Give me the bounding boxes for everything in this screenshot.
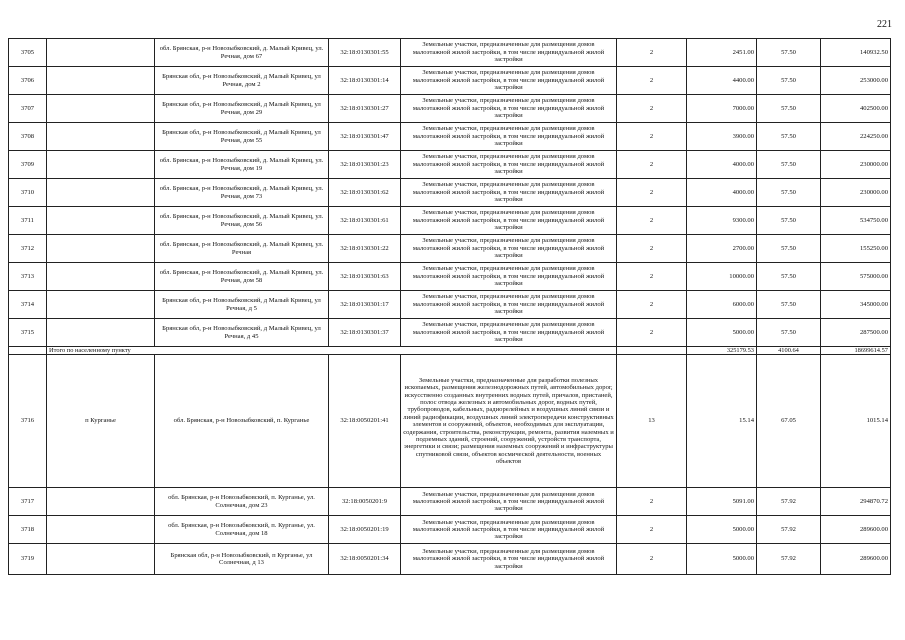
cadastral-number: 32:18:0130301:47 [329, 123, 401, 151]
row-number: 3719 [9, 544, 47, 575]
area-cell: 4000.00 [687, 179, 757, 207]
area-cell: 3900.00 [687, 123, 757, 151]
address-cell: обл. Брянская, р-н Новозыбковский, д. Малый Кривец, ул. Речная, дом 19 [155, 151, 329, 179]
table-row [9, 67, 891, 95]
value-cell: 289600.00 [821, 516, 891, 544]
rows-group-maly-krivets [9, 39, 891, 347]
area-cell: 15.14 [687, 355, 757, 488]
address-cell: Брянская обл, р-н Новозыбковский, д Малый Кривец, ул Речная, д 5 [155, 291, 329, 319]
cadastral-number: 32:18:0130301:62 [329, 179, 401, 207]
locality-name [47, 291, 155, 319]
cadastral-number: 32:18:0130301:22 [329, 235, 401, 263]
land-purpose: Земельные участки, предназначенные для размещения домов малоэтажной жилой застройки, в том числе индивидуальной жилой застройки [401, 235, 617, 263]
value-cell: 402500.00 [821, 95, 891, 123]
rate-cell: 57.50 [757, 67, 821, 95]
rate-cell: 57.50 [757, 179, 821, 207]
address-cell: обл. Брянская, р-н Новозыбковский, д. Малый Кривец, ул. Речная, дом 58 [155, 263, 329, 291]
cadastral-number: 32:18:0050201:34 [329, 544, 401, 575]
area-cell: 4400.00 [687, 67, 757, 95]
table-row [9, 544, 891, 575]
value-cell: 253000.00 [821, 67, 891, 95]
area-cell: 5000.00 [687, 319, 757, 347]
row-number: 3711 [9, 207, 47, 235]
table-row [9, 39, 891, 67]
locality-name [47, 151, 155, 179]
value-cell: 287500.00 [821, 319, 891, 347]
row-number: 3714 [9, 291, 47, 319]
land-registry-table [8, 38, 891, 575]
value-cell: 230000.00 [821, 151, 891, 179]
value-cell: 140932.50 [821, 39, 891, 67]
value-cell: 294870.72 [821, 488, 891, 516]
category-cell: 2 [617, 319, 687, 347]
locality-name [47, 95, 155, 123]
address-cell: обл. Брянская, р-н Новозыбковский, д. Малый Кривец, ул. Речная, дом 73 [155, 179, 329, 207]
locality-name [47, 67, 155, 95]
locality-name [47, 319, 155, 347]
value-cell: 289600.00 [821, 544, 891, 575]
table-row [9, 355, 891, 488]
total-category-cell [617, 347, 687, 355]
rate-cell: 57.50 [757, 95, 821, 123]
row-number: 3710 [9, 179, 47, 207]
rate-cell: 57.50 [757, 319, 821, 347]
category-cell: 2 [617, 235, 687, 263]
land-purpose: Земельные участки, предназначенные для размещения домов малоэтажной жилой застройки, в том числе индивидуальной жилой застройки [401, 263, 617, 291]
locality-name [47, 207, 155, 235]
row-number: 3709 [9, 151, 47, 179]
land-purpose: Земельные участки, предназначенные для размещения домов малоэтажной жилой застройки, в том числе индивидуальной жилой застройки [401, 544, 617, 575]
land-purpose: Земельные участки, предназначенные для размещения домов малоэтажной жилой застройки, в том числе индивидуальной жилой застройки [401, 123, 617, 151]
page-number: 221 [877, 19, 892, 30]
table-row [9, 516, 891, 544]
area-cell: 10000.00 [687, 263, 757, 291]
address-cell: обл. Брянская, р-н Новозыбковский, д. Малый Кривец, ул. Речная [155, 235, 329, 263]
rows-group-kurganye-rest [9, 488, 891, 575]
table-row [9, 319, 891, 347]
value-cell: 575000.00 [821, 263, 891, 291]
address-cell: обл. Брянская, р-н Новозыбковский, п. Курганье, ул. Солнечная, дом 23 [155, 488, 329, 516]
rate-cell: 57.50 [757, 39, 821, 67]
table-row [9, 235, 891, 263]
locality-name [47, 179, 155, 207]
category-cell: 2 [617, 488, 687, 516]
table-row [9, 488, 891, 516]
land-purpose: Земельные участки, предназначенные для размещения домов малоэтажной жилой застройки, в том числе индивидуальной жилой застройки [401, 179, 617, 207]
cadastral-number: 32:18:0130301:37 [329, 319, 401, 347]
address-cell: обл. Брянская, р-н Новозыбковский, п. Курганье, ул. Солнечная, дом 18 [155, 516, 329, 544]
land-purpose: Земельные участки, предназначенные для размещения домов малоэтажной жилой застройки, в том числе индивидуальной жилой застройки [401, 488, 617, 516]
area-cell: 2451.00 [687, 39, 757, 67]
category-cell: 2 [617, 123, 687, 151]
table-row [9, 207, 891, 235]
total-area: 325179.53 [687, 347, 757, 355]
locality-name [47, 544, 155, 575]
address-cell: обл. Брянская, р-н Новозыбковский, п. Курганье [155, 355, 329, 488]
land-purpose: Земельные участки, предназначенные для размещения домов малоэтажной жилой застройки, в том числе индивидуальной жилой застройки [401, 151, 617, 179]
row-number: 3706 [9, 67, 47, 95]
category-cell: 2 [617, 39, 687, 67]
cadastral-number: 32:18:0130301:63 [329, 263, 401, 291]
area-cell: 5000.00 [687, 516, 757, 544]
address-cell: Брянская обл, р-н Новозыбковский, п Курганье, ул Солнечная, д 13 [155, 544, 329, 575]
locality-name [47, 516, 155, 544]
total-group [9, 347, 891, 355]
row-number: 3718 [9, 516, 47, 544]
total-value: 18699614.57 [821, 347, 891, 355]
table-row [9, 123, 891, 151]
land-purpose: Земельные участки, предназначенные для размещения домов малоэтажной жилой застройки, в том числе индивидуальной жилой застройки [401, 95, 617, 123]
category-cell: 2 [617, 179, 687, 207]
rate-cell: 57.50 [757, 291, 821, 319]
total-rate: 4100.64 [757, 347, 821, 355]
area-cell: 2700.00 [687, 235, 757, 263]
rate-cell: 57.50 [757, 123, 821, 151]
locality-name [47, 39, 155, 67]
rate-cell: 57.50 [757, 207, 821, 235]
row-number: 3705 [9, 39, 47, 67]
cadastral-number: 32:18:0050201:41 [329, 355, 401, 488]
value-cell: 1015.14 [821, 355, 891, 488]
address-cell: Брянская обл, р-н Новозыбковский, д Малый Кривец, ул Речная, д 45 [155, 319, 329, 347]
value-cell: 345000.00 [821, 291, 891, 319]
total-row [9, 347, 891, 355]
area-cell: 7000.00 [687, 95, 757, 123]
rate-cell: 57.50 [757, 263, 821, 291]
row-number: 3716 [9, 355, 47, 488]
category-cell: 2 [617, 516, 687, 544]
table-row [9, 179, 891, 207]
cadastral-number: 32:18:0130301:55 [329, 39, 401, 67]
address-cell: Брянская обл, р-н Новозыбковский, д Малый Кривец, ул Речная, дом 2 [155, 67, 329, 95]
cadastral-number: 32:18:0130301:61 [329, 207, 401, 235]
area-cell: 6000.00 [687, 291, 757, 319]
table-row [9, 263, 891, 291]
area-cell: 5000.00 [687, 544, 757, 575]
category-cell: 2 [617, 291, 687, 319]
rate-cell: 57.92 [757, 516, 821, 544]
rate-cell: 57.92 [757, 488, 821, 516]
address-cell: Брянская обл, р-н Новозыбковский, д Малый Кривец, ул Речная, дом 29 [155, 95, 329, 123]
cadastral-number: 32:18:0130301:23 [329, 151, 401, 179]
land-purpose: Земельные участки, предназначенные для размещения домов малоэтажной жилой застройки, в том числе индивидуальной жилой застройки [401, 516, 617, 544]
category-cell: 13 [617, 355, 687, 488]
row-number: 3717 [9, 488, 47, 516]
area-cell: 5091.00 [687, 488, 757, 516]
cadastral-number: 32:18:0130301:27 [329, 95, 401, 123]
table-row [9, 95, 891, 123]
total-num-cell [9, 347, 47, 355]
rows-group-kurganye [9, 355, 891, 488]
value-cell: 230000.00 [821, 179, 891, 207]
address-cell: обл. Брянская, р-н Новозыбковский, д. Малый Кривец, ул. Речная, дом 67 [155, 39, 329, 67]
rate-cell: 57.50 [757, 235, 821, 263]
category-cell: 2 [617, 263, 687, 291]
category-cell: 2 [617, 151, 687, 179]
row-number: 3708 [9, 123, 47, 151]
address-cell: обл. Брянская, р-н Новозыбковский, д. Малый Кривец, ул. Речная, дом 56 [155, 207, 329, 235]
cadastral-number: 32:18:0050201:9 [329, 488, 401, 516]
value-cell: 224250.00 [821, 123, 891, 151]
locality-name: п Курганье [47, 355, 155, 488]
land-purpose: Земельные участки, предназначенные для разработки полезных ископаемых, размещения железнодорожных путей, автомобильных дорог, искусственно созданных внутренних водных путей, причалов, пристаней, полос отвода железных и автомобильных дорог, водных путей, трубопроводов, кабельных, радиорелейных и воздушных линий связи и линий радиофикации, воздушных линий электропередачи конструктивных элементов и сооружений, объектов, необходимых для эксплуатации, содержания, строительства, реконструкции, ремонта, развития наземных и подземных зданий, строений, сооружений, устройств транспорта, энергетики и связи; размещения наземных сооружений и инфраструктуры спутниковой связи, объектов космической деятельности, военных объектов [401, 355, 617, 488]
category-cell: 2 [617, 67, 687, 95]
locality-name [47, 263, 155, 291]
area-cell: 4000.00 [687, 151, 757, 179]
row-number: 3707 [9, 95, 47, 123]
address-cell: Брянская обл, р-н Новозыбковский, д Малый Кривец, ул Речная, дом 55 [155, 123, 329, 151]
locality-name [47, 123, 155, 151]
category-cell: 2 [617, 544, 687, 575]
cadastral-number: 32:18:0050201:19 [329, 516, 401, 544]
cadastral-number: 32:18:0130301:14 [329, 67, 401, 95]
value-cell: 534750.00 [821, 207, 891, 235]
locality-name [47, 235, 155, 263]
row-number: 3713 [9, 263, 47, 291]
value-cell: 155250.00 [821, 235, 891, 263]
land-purpose: Земельные участки, предназначенные для размещения домов малоэтажной жилой застройки, в том числе индивидуальной жилой застройки [401, 291, 617, 319]
rate-cell: 57.92 [757, 544, 821, 575]
rate-cell: 57.50 [757, 151, 821, 179]
row-number: 3715 [9, 319, 47, 347]
area-cell: 9300.00 [687, 207, 757, 235]
category-cell: 2 [617, 95, 687, 123]
total-label: Итого по населенному пункту [47, 347, 617, 355]
land-purpose: Земельные участки, предназначенные для размещения домов малоэтажной жилой застройки, в том числе индивидуальной жилой застройки [401, 39, 617, 67]
land-purpose: Земельные участки, предназначенные для размещения домов малоэтажной жилой застройки, в том числе индивидуальной жилой застройки [401, 67, 617, 95]
land-purpose: Земельные участки, предназначенные для размещения домов малоэтажной жилой застройки, в том числе индивидуальной жилой застройки [401, 207, 617, 235]
table-row [9, 151, 891, 179]
locality-name [47, 488, 155, 516]
category-cell: 2 [617, 207, 687, 235]
land-purpose: Земельные участки, предназначенные для размещения домов малоэтажной жилой застройки, в том числе индивидуальной жилой застройки [401, 319, 617, 347]
cadastral-number: 32:18:0130301:17 [329, 291, 401, 319]
table-row [9, 291, 891, 319]
row-number: 3712 [9, 235, 47, 263]
rate-cell: 67.05 [757, 355, 821, 488]
